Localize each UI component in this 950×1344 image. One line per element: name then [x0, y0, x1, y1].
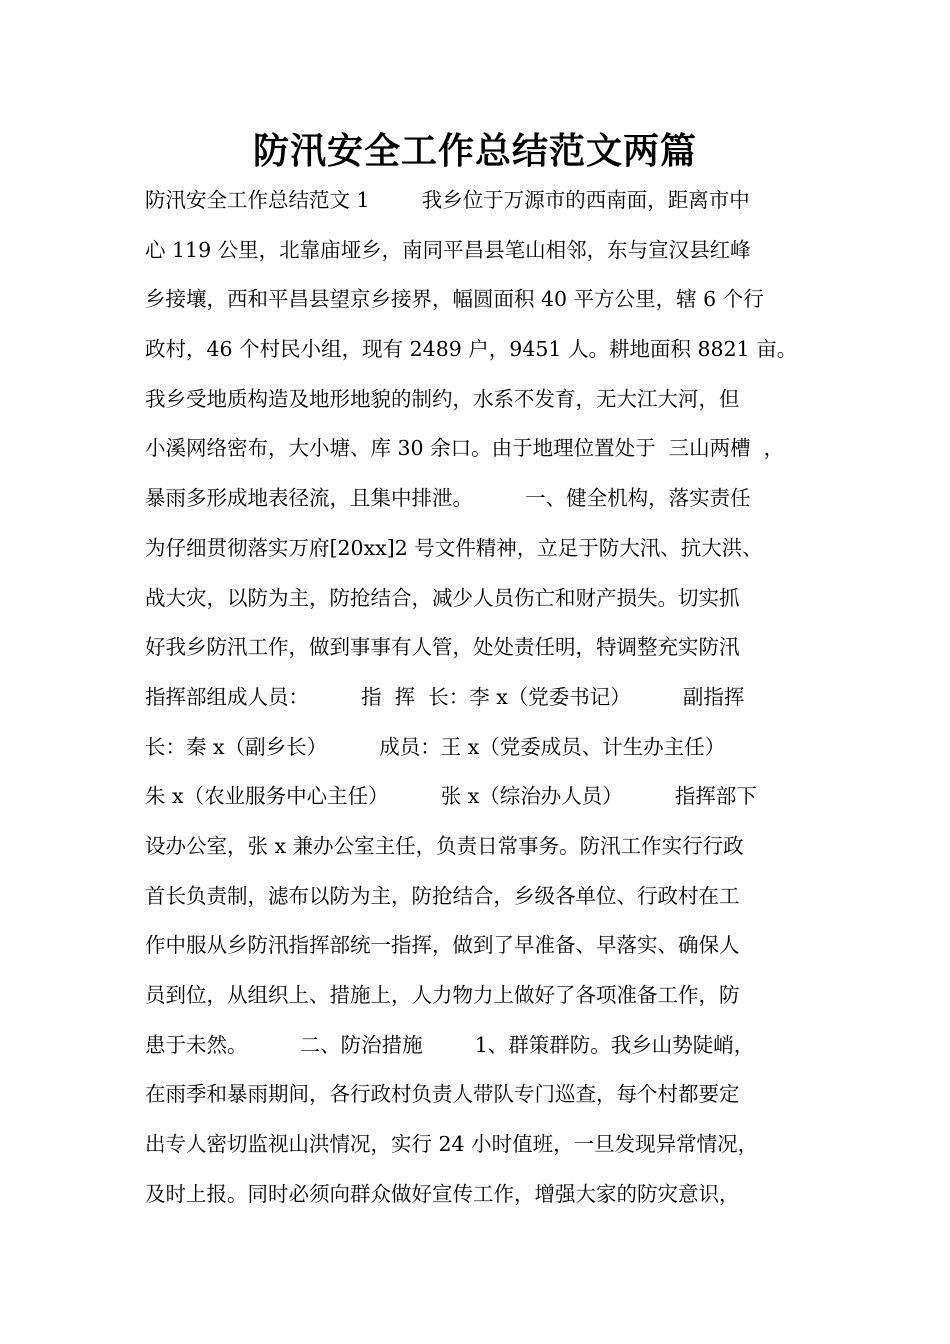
body-line: 战大灾，以防为主，防抢结合，减少人员伤亡和财产损失。切实抓 [145, 585, 740, 610]
body-line: 为仔细贯彻落实万府[20xx]2 号文件精神，立足于防大汛、抗大洪、 [145, 535, 763, 560]
body-line: 出专人密切监视山洪情况，实行 24 小时值班，一旦发现异常情况， [145, 1132, 759, 1157]
body-line: 长：秦 x（副乡长） 成员：王 x（党委成员、计生办主任） [145, 734, 726, 759]
body-line: 小溪网络密布，大小塘、库 30 余口。由于地理位置处于 三山两槽 ， [145, 436, 785, 461]
document-title: 防汛安全工作总结范文两篇 [252, 131, 697, 172]
body-line: 患于未然。 二、防治措施 1、群策群防。我乡山势陡峭， [145, 1032, 755, 1057]
body-line: 指挥部组成人员： 指 挥 长：李 x（党委书记） 副指挥 [145, 684, 745, 709]
body-line: 乡接壤，西和平昌县望京乡接界，幅圆面积 40 平方公里，辖 6 个行 [145, 287, 764, 312]
body-line: 我乡受地质构造及地形地貌的制约，水系不发育，无大江大河，但 [145, 386, 740, 411]
body-line: 在雨季和暴雨期间，各行政村负责人带队专门巡查，每个村都要定 [145, 1082, 740, 1107]
body-line: 及时上报。同时必须向群众做好宣传工作，增强大家的防灾意识， [145, 1181, 740, 1206]
body-line: 好我乡防汛工作，做到事事有人管，处处责任明，特调整充实防汛 [145, 635, 740, 660]
body-line: 首长负责制，滤布以防为主，防抢结合，乡级各单位、行政村在工 [145, 883, 740, 908]
body-line: 作中服从乡防汛指挥部统一指挥，做到了早准备、早落实、确保人 [145, 933, 740, 958]
body-line: 朱 x（农业服务中心主任） 张 x（综治办人员） 指挥部下 [145, 784, 757, 809]
body-line: 暴雨多形成地表径流，且集中排泄。 一、健全机构，落实责任 [145, 486, 751, 511]
body-line: 防汛安全工作总结范文 1 我乡位于万源市的西南面，距离市中 [145, 188, 750, 212]
document-body [145, 176, 810, 1219]
body-line: 员到位，从组织上、措施上，人力物力上做好了各项准备工作，防 [145, 983, 740, 1007]
body-line: 心 119 公里，北靠庙垭乡，南同平昌县笔山相邻，东与宣汉县红峰 [145, 237, 751, 262]
body-line: 设办公室，张 x 兼办公室主任，负责日常事务。防汛工作实行行政 [145, 833, 744, 858]
body-line: 政村，46 个村民小组，现有 2489 户，9451 人。耕地面积 8821 亩。 [145, 337, 798, 362]
